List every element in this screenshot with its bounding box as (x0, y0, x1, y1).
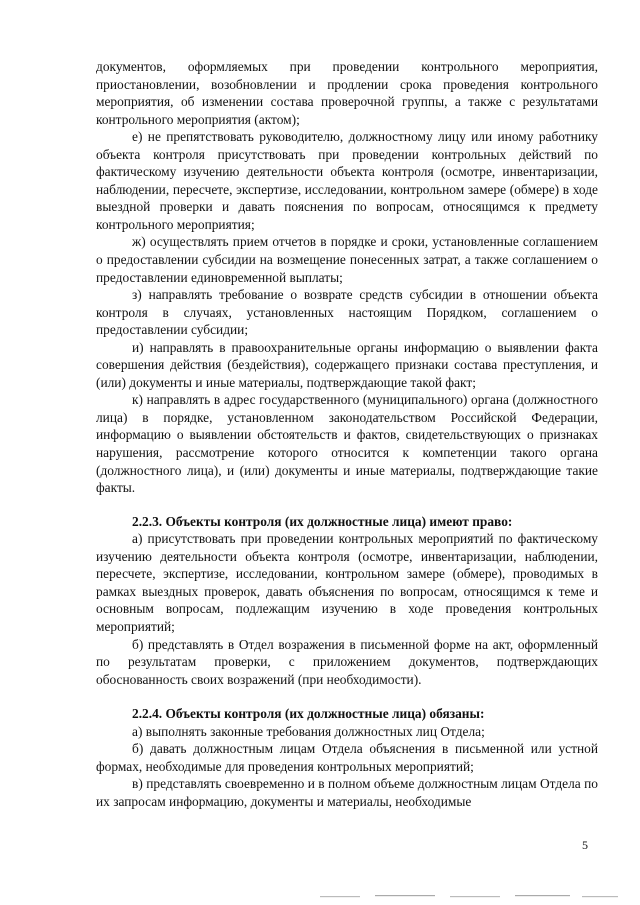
document-body (96, 58, 598, 810)
paragraph-item-z: з) направлять требование о возврате средств субсидии в отношении объекта контроля в случаях, установленных настоящим Порядком, соглашением о предоставлении субсидии; (96, 287, 598, 338)
section-heading-2-2-3: 2.2.3. Объекты контроля (их должностные лица) имеют право: (132, 513, 513, 529)
paragraph-item-zh: ж) осуществлять прием отчетов в порядке и сроки, установленные соглашением о предоставлении субсидии на возмещение понесенных затрат, а также соглашением о предоставлении единовременной выплаты; (96, 234, 598, 285)
paragraph-item-k: к) направлять в адрес государственного (муниципального) органа (должностного лица) в порядке, установленном законодательством Российской Федерации, информацию о выявлении обстоятельств и фактов, свидетельствующих о признаках нарушения, рассмотрение которого относится к компетенции такого органа (должностного лица), и (или) документы и иные материалы, подтверждающие такие факты. (96, 392, 598, 496)
spacer (96, 497, 598, 513)
scan-edge-marks (320, 893, 620, 901)
section-223-item-a: а) присутствовать при проведении контрольных мероприятий по фактическому изучению деятельности объекта контроля (осмотре, инвентаризации, наблюдении, пересчете, экспертизе, исследовании, контрольном замере (обмере), проводимых в рамках выездных проверок, давать объяснения по вопросам, относящимся к теме и основным вопросам, подлежащим изучению в ходе проведения контрольных мероприятий; (96, 531, 598, 634)
section-224-item-b: б) давать должностным лицам Отдела объяснения в письменной или устной формах, необходимые для проведения контрольных мероприятий; (96, 741, 598, 774)
paragraph-item-i: и) направлять в правоохранительные органы информацию о выявлении факта совершения действия (бездействия), содержащего признаки состава преступления, и (или) документы и иные материалы, подтверждающие такой факт; (96, 339, 598, 390)
spacer (96, 688, 598, 705)
section-heading-2-2-4: 2.2.4. Объекты контроля (их должностные лица) обязаны: (132, 706, 485, 722)
section-223-item-b: б) представлять в Отдел возражения в письменной форме на акт, оформленный по результатам проверки, с приложением документов, подтверждающих обоснованность своих возражений (при необходимости). (96, 636, 598, 687)
paragraph-item-e: е) не препятствовать руководителю, должностному лицу или иному работнику объекта контроля присутствовать при проведении контрольных действий по фактическому изучению деятельности объекта контроля (осмотре, инвентаризации, наблюдении, пересчете, экспертизе, исследовании, контрольном замере (обмере) в ходе выездной проверки и давать пояснения по вопросам, относящимся к предмету контрольного мероприятия; (96, 129, 598, 232)
page-number: 5 (582, 838, 588, 852)
section-224-item-a: а) выполнять законные требования должностных лиц Отдела; (132, 723, 485, 739)
section-224-item-v: в) представлять своевременно и в полном объеме должностным лицам Отдела по их запросам информацию, документы и материалы, необходимые (96, 776, 598, 809)
paragraph: документов, оформляемых при проведении контрольного мероприятия, приостановлении, возобновлении и продлении срока проведения контрольного мероприятия, об изменении состава проверочной группы, а также с результатами контрольного мероприятия (актом); (96, 59, 598, 127)
